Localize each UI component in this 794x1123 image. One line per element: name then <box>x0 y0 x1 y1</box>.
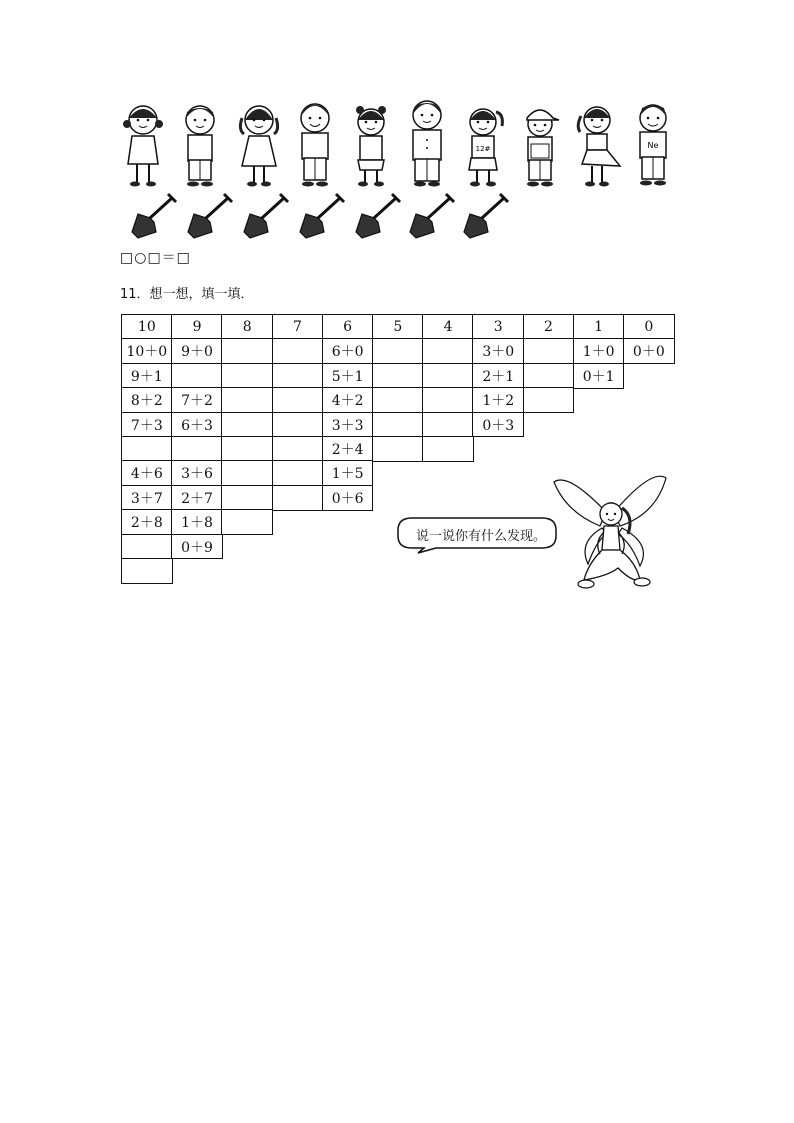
blank-answer-cell[interactable] <box>121 558 173 584</box>
shovel-icon <box>128 192 180 240</box>
table-cell: 1＋5 <box>322 460 374 486</box>
blank-answer-cell[interactable] <box>272 460 324 486</box>
child-figure-icon <box>175 98 225 190</box>
table-cell: 1＋8 <box>171 509 223 535</box>
child-figure-icon <box>346 98 396 190</box>
table-cell: 8＋2 <box>121 387 173 413</box>
table-header-cell: 1 <box>573 314 625 340</box>
blank-answer-cell[interactable] <box>372 436 424 462</box>
child-figure-icon <box>628 98 678 190</box>
shovel-icon <box>240 192 292 240</box>
table-header-cell: 5 <box>372 314 424 340</box>
table-header-cell: 6 <box>322 314 374 340</box>
blank-answer-cell[interactable] <box>523 363 575 389</box>
blank-answer-cell[interactable] <box>221 436 273 462</box>
table-header-cell: 10 <box>121 314 173 340</box>
table-header-cell: 9 <box>171 314 223 340</box>
child-figure-icon <box>402 98 452 190</box>
blank-answer-cell[interactable] <box>221 338 273 364</box>
blank-answer-cell[interactable] <box>272 363 324 389</box>
table-cell: 10＋0 <box>121 338 173 364</box>
blank-answer-cell[interactable] <box>422 436 474 462</box>
table-cell: 2＋1 <box>472 363 524 389</box>
blank-answer-cell[interactable] <box>523 387 575 413</box>
blank-answer-cell[interactable] <box>171 436 223 462</box>
table-header-cell: 0 <box>623 314 675 340</box>
table-cell: 1＋2 <box>472 387 524 413</box>
blank-answer-cell[interactable] <box>372 363 424 389</box>
table-cell: 3＋6 <box>171 460 223 486</box>
child-figure-icon <box>234 98 284 190</box>
table-cell: 6＋3 <box>171 412 223 438</box>
fairy-icon <box>548 472 670 600</box>
table-header-cell: 8 <box>221 314 273 340</box>
blank-answer-cell[interactable] <box>121 436 173 462</box>
blank-answer-cell[interactable] <box>272 412 324 438</box>
shovel-icon <box>406 192 458 240</box>
shovels-illustration <box>118 192 518 242</box>
table-header-cell: 3 <box>472 314 524 340</box>
blank-answer-cell[interactable] <box>422 338 474 364</box>
child-figure-icon <box>458 98 508 190</box>
shovel-icon <box>296 192 348 240</box>
table-cell: 7＋3 <box>121 412 173 438</box>
table-header-cell: 4 <box>422 314 474 340</box>
blank-answer-cell[interactable] <box>372 412 424 438</box>
table-cell: 3＋7 <box>121 485 173 511</box>
table-cell: 3＋0 <box>472 338 524 364</box>
blank-answer-cell[interactable] <box>221 485 273 511</box>
blank-answer-cell[interactable] <box>171 363 223 389</box>
shovel-icon <box>352 192 404 240</box>
table-cell: 9＋0 <box>171 338 223 364</box>
table-cell: 5＋1 <box>322 363 374 389</box>
table-cell: 9＋1 <box>121 363 173 389</box>
child-figure-icon <box>290 98 340 190</box>
table-cell: 7＋2 <box>171 387 223 413</box>
blank-answer-cell[interactable] <box>272 485 324 511</box>
table-cell: 0＋6 <box>322 485 374 511</box>
children-illustration <box>118 98 678 190</box>
table-cell: 2＋4 <box>322 436 374 462</box>
table-cell: 0＋9 <box>171 534 223 560</box>
table-cell: 6＋0 <box>322 338 374 364</box>
table-cell: 3＋3 <box>322 412 374 438</box>
shovel-icon <box>184 192 236 240</box>
table-cell: 2＋8 <box>121 509 173 535</box>
blank-answer-cell[interactable] <box>422 412 474 438</box>
svg-text:12#: 12# <box>475 145 491 153</box>
equation-prompt[interactable]: □○□＝□ <box>120 250 191 266</box>
table-cell: 0＋3 <box>472 412 524 438</box>
blank-answer-cell[interactable] <box>221 363 273 389</box>
svg-text:Ne: Ne <box>647 141 659 150</box>
table-cell: 2＋7 <box>171 485 223 511</box>
blank-answer-cell[interactable] <box>372 387 424 413</box>
blank-answer-cell[interactable] <box>272 338 324 364</box>
child-figure-icon <box>572 98 622 190</box>
table-cell: 0＋0 <box>623 338 675 364</box>
question-title: 11．想一想，填一填． <box>120 287 254 302</box>
table-cell: 4＋6 <box>121 460 173 486</box>
table-header-cell: 2 <box>523 314 575 340</box>
table-cell: 0＋1 <box>573 363 625 389</box>
child-figure-icon <box>515 98 565 190</box>
table-cell: 1＋0 <box>573 338 625 364</box>
blank-answer-cell[interactable] <box>422 387 474 413</box>
blank-answer-cell[interactable] <box>372 338 424 364</box>
blank-answer-cell[interactable] <box>221 412 273 438</box>
table-header-cell: 7 <box>272 314 324 340</box>
shovel-icon <box>460 192 512 240</box>
blank-answer-cell[interactable] <box>523 338 575 364</box>
blank-answer-cell[interactable] <box>121 534 173 560</box>
blank-answer-cell[interactable] <box>272 436 324 462</box>
speech-bubble-text: 说一说你有什么发现。 <box>415 529 546 544</box>
blank-answer-cell[interactable] <box>221 509 273 535</box>
blank-answer-cell[interactable] <box>272 387 324 413</box>
child-figure-icon <box>118 98 168 190</box>
blank-answer-cell[interactable] <box>221 460 273 486</box>
blank-answer-cell[interactable] <box>221 387 273 413</box>
blank-answer-cell[interactable] <box>422 363 474 389</box>
table-cell: 4＋2 <box>322 387 374 413</box>
